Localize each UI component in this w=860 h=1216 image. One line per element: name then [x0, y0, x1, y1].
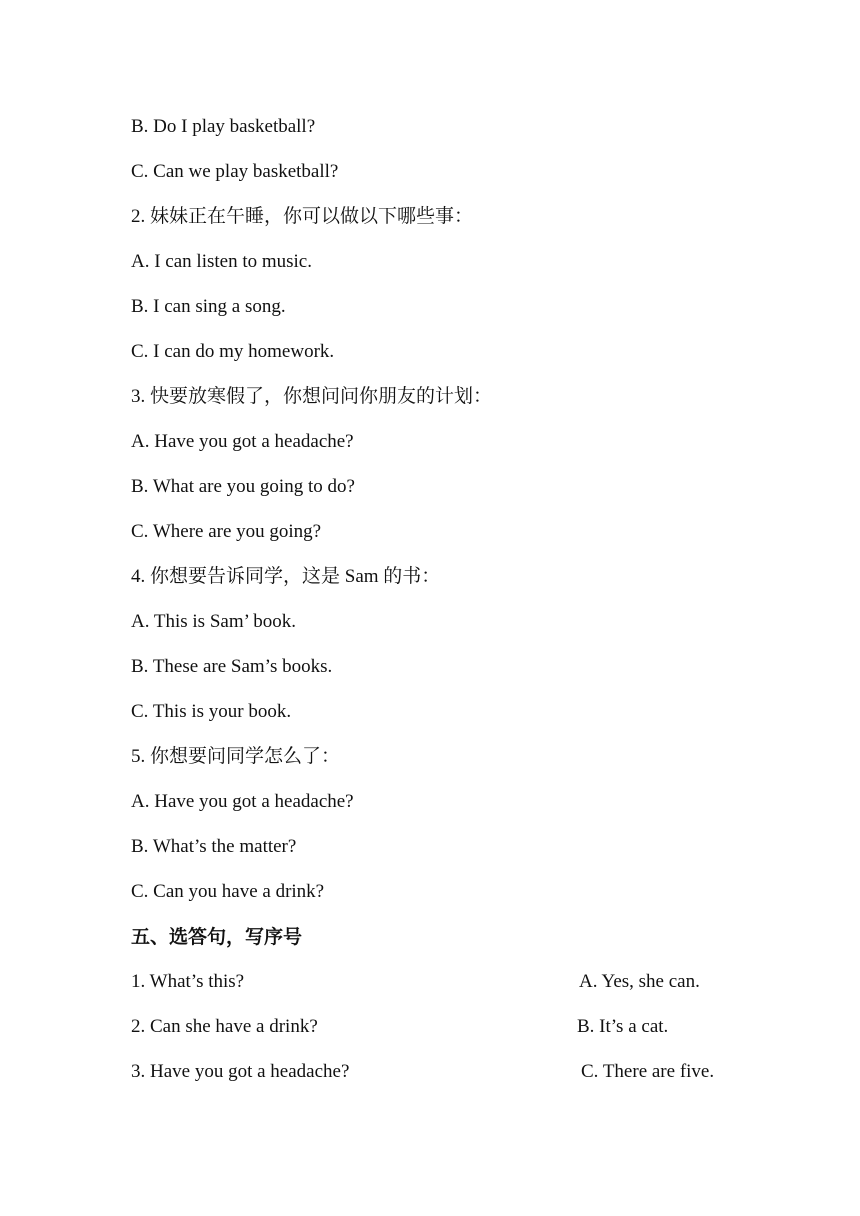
question-4-option-c: C. This is your book.: [131, 701, 292, 722]
question-4: 4. 你想要告诉同学，这是 Sam 的书：: [131, 566, 441, 587]
question-2-option-b: B. I can sing a song.: [131, 296, 286, 317]
match-answer-c: C. There are five.: [581, 1061, 715, 1082]
question-5-option-a: A. Have you got a headache?: [131, 791, 354, 812]
question-2-option-c: C. I can do my homework.: [131, 341, 335, 362]
question-3: 3. 快要放寒假了，你想问问你朋友的计划：: [131, 386, 493, 407]
question-3-option-c: C. Where are you going?: [131, 521, 322, 542]
match-question-2: 2. Can she have a drink?: [131, 1016, 318, 1037]
option-b-line: B. Do I play basketball?: [131, 116, 316, 137]
question-3-option-b: B. What are you going to do?: [131, 476, 355, 497]
option-c-line: C. Can we play basketball?: [131, 161, 339, 182]
question-5: 5. 你想要问同学怎么了：: [131, 746, 341, 767]
section-five-title: 五、选答句，写序号: [131, 926, 303, 948]
match-answer-a: A. Yes, she can.: [579, 971, 700, 992]
match-question-3: 3. Have you got a headache?: [131, 1061, 350, 1082]
question-4-option-b: B. These are Sam’s books.: [131, 656, 333, 677]
question-3-option-a: A. Have you got a headache?: [131, 431, 354, 452]
question-5-option-b: B. What’s the matter?: [131, 836, 297, 857]
match-question-1: 1. What’s this?: [131, 971, 245, 992]
question-5-option-c: C. Can you have a drink?: [131, 881, 325, 902]
match-answer-b: B. It’s a cat.: [577, 1016, 669, 1037]
question-2: 2. 妹妹正在午睡，你可以做以下哪些事：: [131, 206, 474, 227]
question-2-option-a: A. I can listen to music.: [131, 251, 312, 272]
question-4-option-a: A. This is Sam’ book.: [131, 611, 297, 632]
